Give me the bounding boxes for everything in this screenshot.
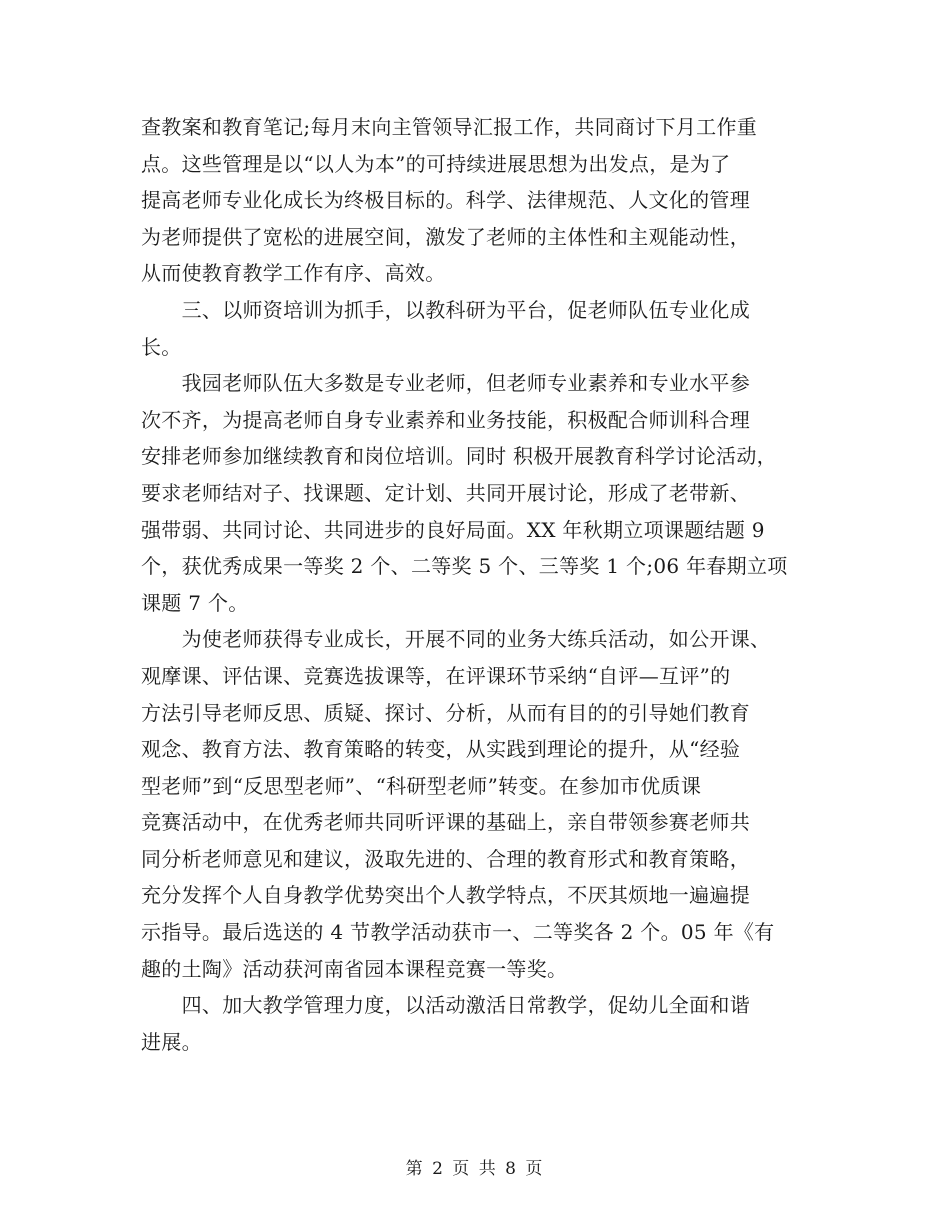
text-line: 为老师提供了宽松的进展空间，激发了老师的主体性和主观能动性，: [141, 224, 750, 249]
text-line: 观摩课、评估课、竞赛选拔课等，在评课环节采纳“自评—互评”的: [141, 663, 731, 688]
text-line: 次不齐，为提高老师自身专业素养和业务技能，积极配合师训科合理: [141, 407, 750, 432]
section-heading-line: 三、以师资培训为抓手，以教科研为平台，促老师队伍专业化成: [141, 297, 750, 322]
text-line: 观念、教育方法、教育策略的转变，从实践到理论的提升，从“经验: [141, 737, 741, 762]
text-line: 强带弱、共同讨论、共同进步的良好局面。XX 年秋期立项课题结题 9: [141, 517, 765, 542]
text-line: 同分析老师意见和建议，汲取先进的、合理的教育形式和教育策略，: [141, 846, 750, 871]
text-line: 从而使教育教学工作有序、高效。: [141, 261, 446, 286]
text-line: 要求老师结对子、找课题、定计划、共同开展讨论，形成了老带新、: [141, 480, 750, 505]
section-heading-line: 长。: [141, 334, 182, 359]
text-line: 型老师”到“反思型老师”、“科研型老师”转变。在参加市优质课: [141, 773, 702, 798]
text-line: 安排老师参加继续教育和岗位培训。同时 积极开展教育科学讨论活动，: [141, 444, 777, 469]
section-heading-line: 四、加大教学管理力度，以活动激活日常教学，促幼儿全面和谐: [141, 993, 750, 1018]
text-line: 为使老师获得专业成长，开展不同的业务大练兵活动，如公开课、: [141, 627, 771, 652]
text-line: 示指导。最后选送的 4 节教学活动获市一、二等奖各 2 个。05 年《有: [141, 920, 775, 945]
text-line: 方法引导老师反思、质疑、探讨、分析，从而有目的的引导她们教育: [141, 700, 750, 725]
text-line: 查教案和教育笔记;每月末向主管领导汇报工作，共同商讨下月工作重: [141, 115, 758, 139]
section-heading-line: 进展。: [141, 1029, 202, 1054]
text-line: 点。这些管理是以“以人为本”的可持续进展思想为出发点，是为了: [141, 151, 731, 176]
text-line: 提高老师专业化成长为终极目标的。科学、法律规范、人文化的管理: [141, 188, 750, 213]
text-line: 充分发挥个人自身教学优势突出个人教学特点，不厌其烦地一遍遍提: [141, 883, 750, 908]
text-line: 趣的土陶》活动获河南省园本课程竞赛一等奖。: [141, 956, 568, 981]
body-text: [141, 109, 821, 1060]
text-line: 竞赛活动中，在优秀老师共同听评课的基础上，亲自带领参赛老师共: [141, 810, 750, 835]
text-line: 课题 7 个。: [141, 590, 249, 615]
text-line: 我园老师队伍大多数是专业老师，但老师专业素养和专业水平参: [141, 371, 750, 396]
text-line: 个，获优秀成果一等奖 2 个、二等奖 5 个、三等奖 1 个;06 年春期立项: [141, 554, 788, 579]
page-number-footer: 第 2 页 共 8 页: [405, 1159, 545, 1179]
